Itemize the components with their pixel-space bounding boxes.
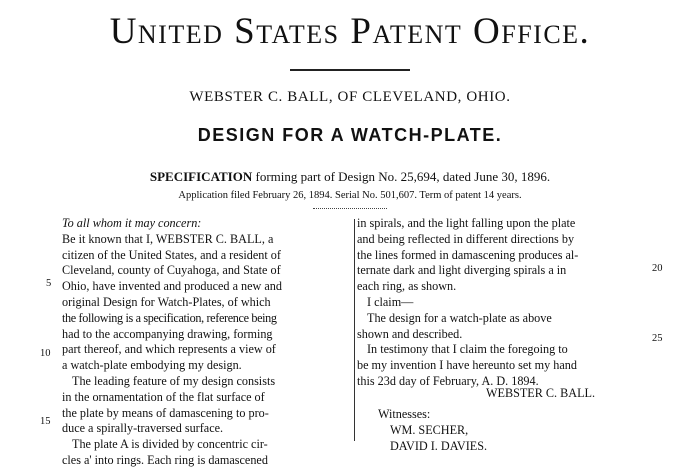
body-line: The design for a watch-plate as above	[367, 310, 552, 325]
witnesses-label: Witnesses:	[378, 407, 431, 421]
salutation: To all whom it may concern:	[62, 216, 202, 230]
body-line: be my invention I have hereunto set my hand	[357, 358, 577, 373]
body-line: ternate dark and light diverging spirals a in	[357, 263, 567, 278]
line-number: 20	[652, 263, 663, 274]
body-line: Be it known that I, WEBSTER C. BALL, a	[62, 231, 274, 246]
body-line: the plate by means of damascening to pro-	[62, 405, 269, 420]
body-line: The leading feature of my design consists	[72, 373, 276, 388]
body-line: In testimony that I claim the foregoing to	[367, 342, 568, 357]
body-line: each ring, as shown.	[357, 279, 457, 294]
body-line: the lines formed in damascening produces al-	[357, 247, 579, 262]
left-column	[62, 216, 354, 469]
body-line: Cleveland, county of Cuyahoga, and State of	[62, 263, 281, 278]
right-column	[357, 216, 649, 390]
line-number: 10	[40, 348, 51, 359]
body-line: shown and described.	[357, 326, 463, 341]
body-line: and being reflected in different directions by	[357, 231, 575, 246]
header-rule	[290, 69, 410, 71]
specification-label: SPECIFICATION	[149, 169, 253, 184]
body-line: cles a' into rings. Each ring is damascened	[62, 452, 268, 467]
witness-name: WM. SECHER,	[390, 423, 469, 437]
signature: WEBSTER C. BALL.	[486, 386, 596, 400]
line-number: 5	[46, 278, 52, 289]
body-line: had to the accompanying drawing, forming	[62, 326, 273, 341]
body-line: original Design for Watch-Plates, of which	[62, 294, 271, 309]
body-line: part thereof, and which represents a view of	[62, 342, 276, 357]
line-number: 25	[652, 333, 663, 344]
specification-details: forming part of Design No. 25,694, dated June 30, 1896.	[255, 169, 551, 184]
column-divider	[354, 219, 355, 441]
body-line: citizen of the United States, and a resident of	[62, 247, 281, 262]
body-line: The plate A is divided by concentric cir-	[72, 437, 268, 452]
body-line: a watch-plate embodying my design.	[62, 358, 242, 373]
design-title: DESIGN FOR A WATCH-PLATE.	[197, 125, 503, 145]
body-line: Ohio, have invented and produced a new and	[62, 279, 282, 294]
body-line: in spirals, and the light falling upon the plate	[357, 216, 576, 230]
section-rule	[313, 208, 387, 209]
body-line: this 23d day of February, A. D. 1894.	[357, 373, 539, 388]
body-line: the following is a specification, reference being	[62, 310, 277, 325]
body-line: I claim—	[367, 294, 414, 309]
patent-office-heading: United States Patent Office.	[109, 11, 591, 52]
witness-name: DAVID I. DAVIES.	[390, 439, 488, 453]
body-line: duce a spirally-traversed surface.	[62, 421, 224, 436]
line-number: 15	[40, 416, 51, 427]
inventor-line: WEBSTER C. BALL, OF CLEVELAND, OHIO.	[189, 89, 511, 105]
body-line: in the ornamentation of the flat surface of	[62, 389, 265, 404]
application-line: Application filed February 26, 1894. Serial No. 501,607. Term of patent 14 years.	[178, 190, 522, 201]
specification-line	[0, 169, 700, 185]
